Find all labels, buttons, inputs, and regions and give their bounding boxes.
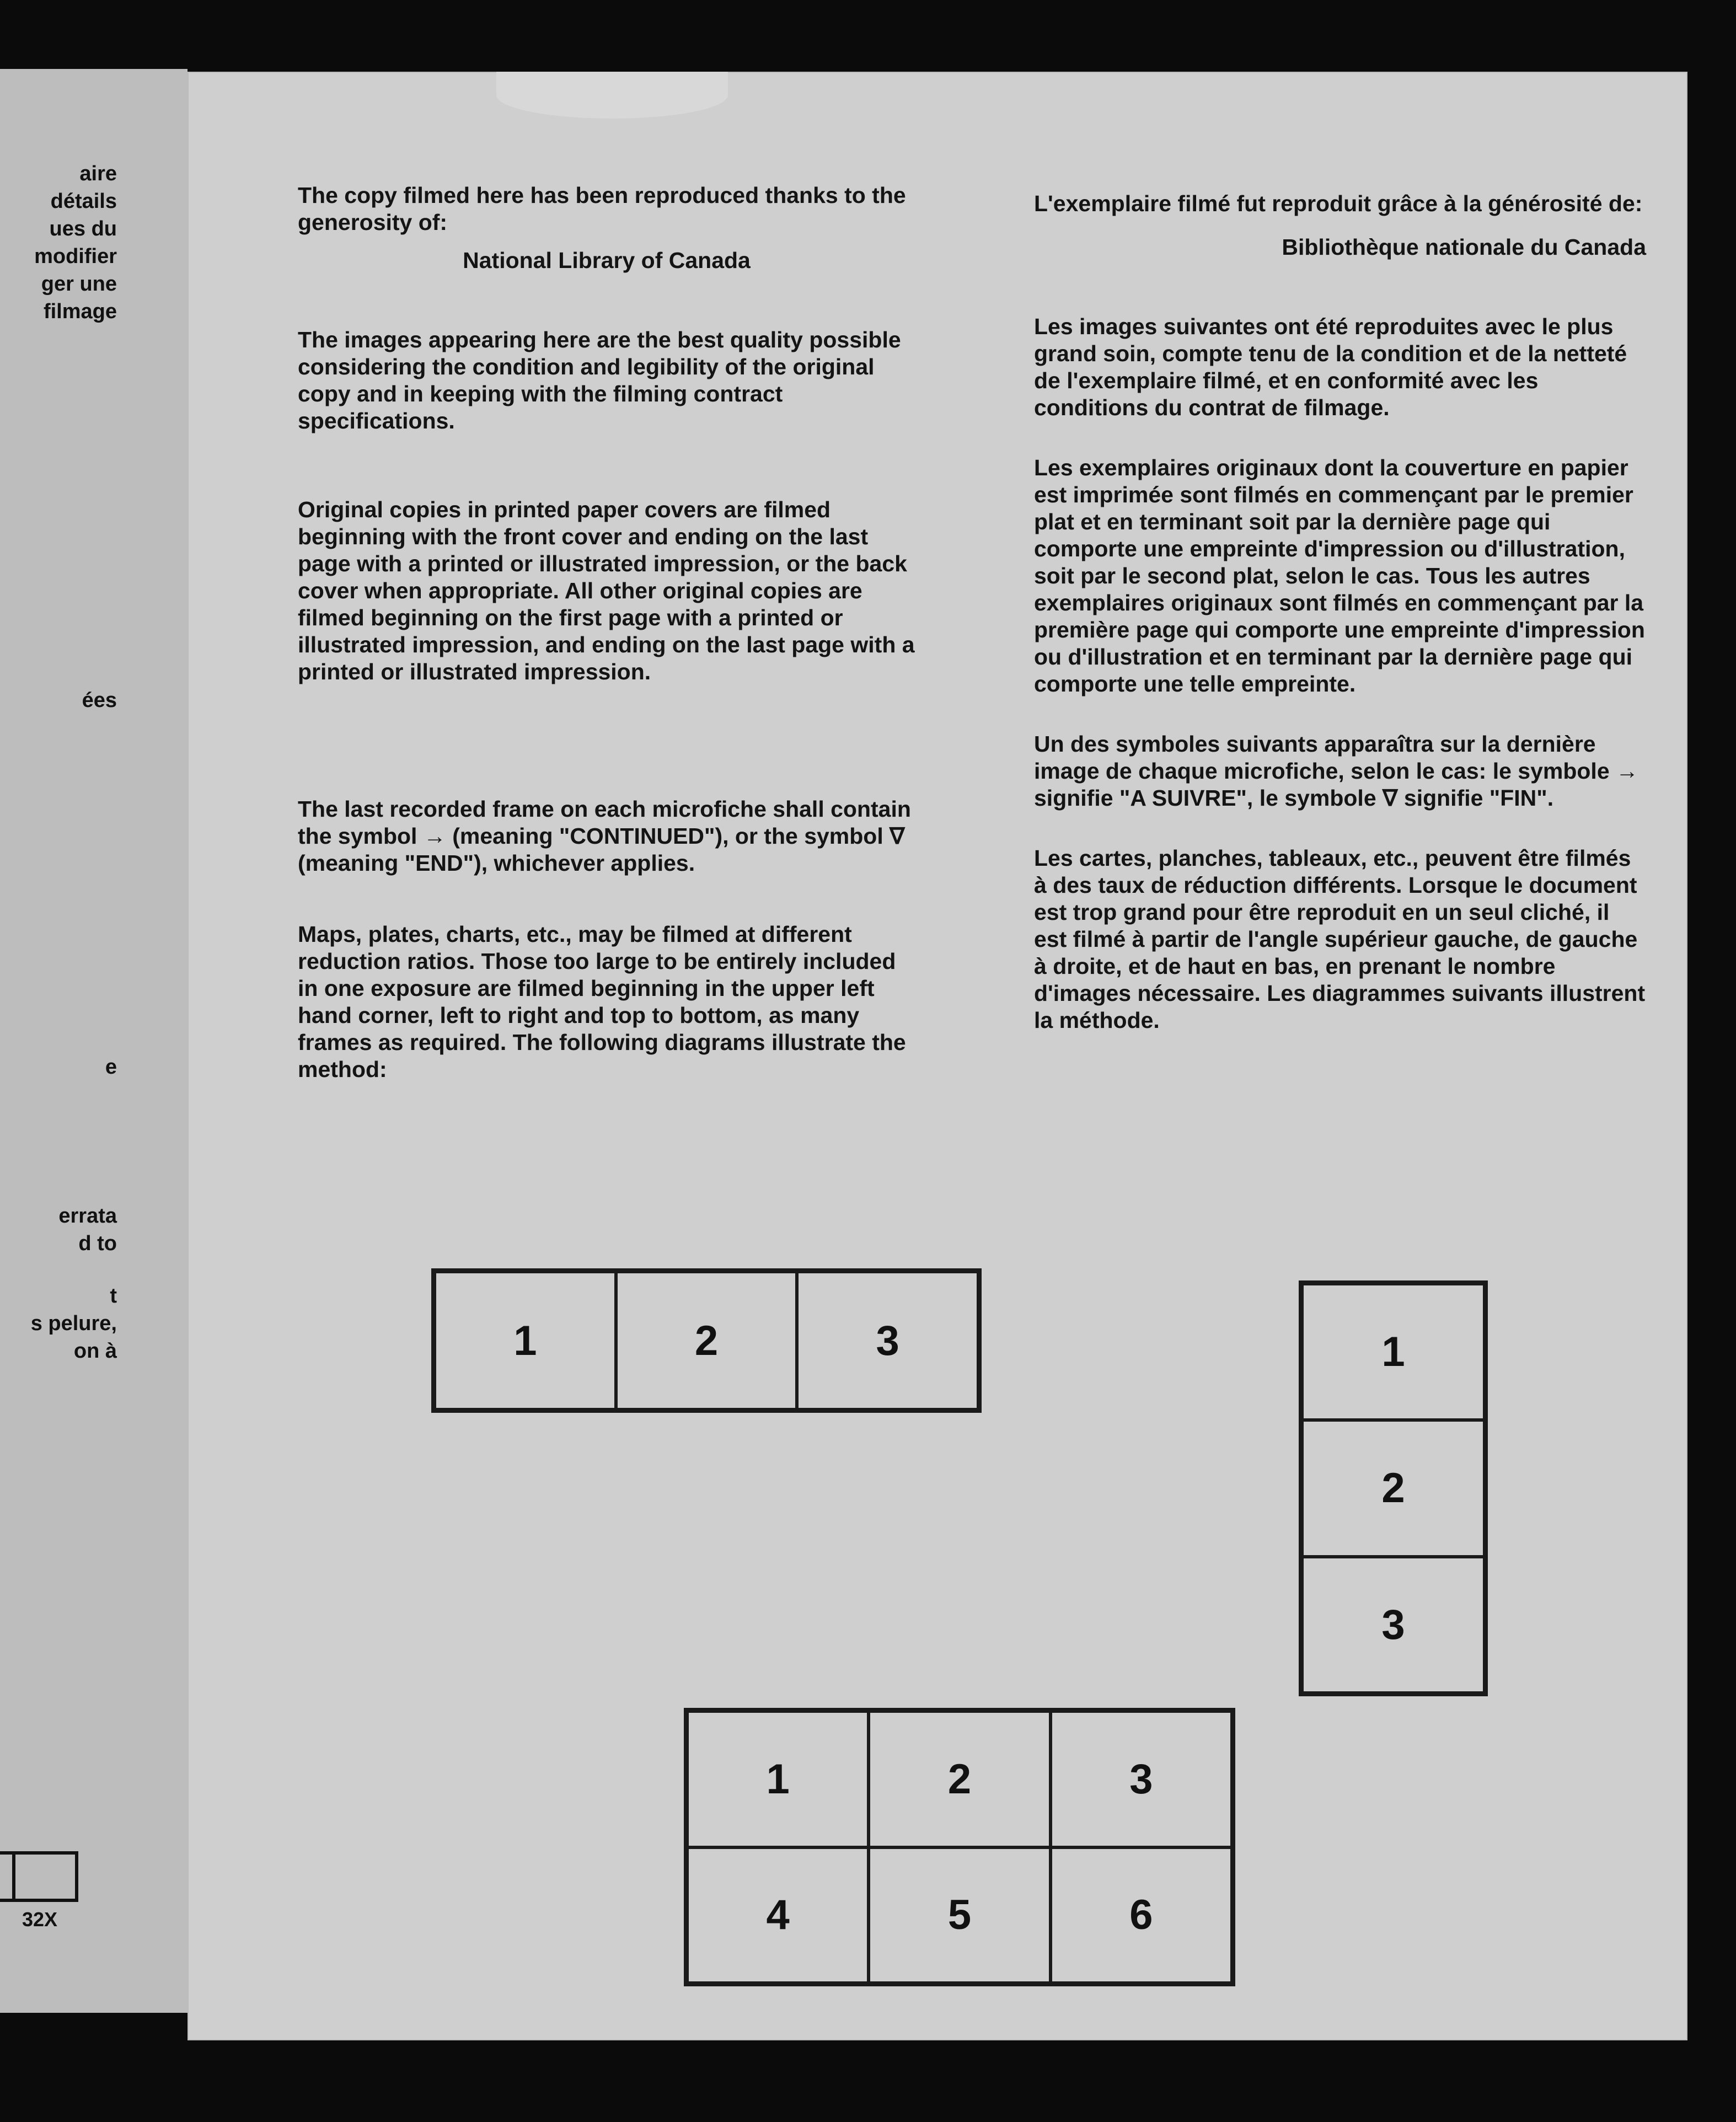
- left-page-fragment: ées: [82, 689, 117, 712]
- french-covers: Les exemplaires originaux dont la couverture en papier est imprimée sont filmés en commençant par le premier plat et en terminant soit par la dernière page qui comporte une empreinte d'impression ou d'illustration, soit par le second plat, selon le cas. Tous les autres exemplaires originaux sont filmés en commençant par la première page qui comporte une empreinte d'impression ou d'illustration et en terminant par la dernière page qui comporte une telle empreinte.: [1034, 455, 1645, 696]
- english-symbols-c: (meaning "END"), whichever applies.: [298, 850, 695, 876]
- french-column: [1034, 190, 1646, 1034]
- french-maps: Les cartes, planches, tableaux, etc., peuvent être filmés à des taux de réduction différents. Lorsque le document est trop grand pour être reproduit en un seul cliché, il est filmé à partir de l'angle supérieur gauche, de gauche à droite, et de haut en bas, en prenant le nombre d'images nécessaire. Les diagrammes suivants illustrent la méthode.: [1034, 845, 1646, 1033]
- frame-cell: 3: [797, 1272, 978, 1410]
- french-symbols-a: Un des symboles suivants apparaîtra sur la dernière image de chaque microfiche, selon le cas: le symbole: [1034, 731, 1610, 784]
- left-page-fragment: e: [105, 1055, 117, 1079]
- left-page-fragment: on à: [73, 1339, 117, 1363]
- french-symbols-c: signifie "FIN".: [1403, 785, 1554, 811]
- french-institution: Bibliothèque nationale du Canada: [1282, 234, 1646, 260]
- diagram-horizontal: [431, 1268, 982, 1413]
- frame-cell: 2: [869, 1711, 1050, 1847]
- left-page-fragment: s pelure,: [30, 1312, 117, 1335]
- left-page-fragment: t: [110, 1284, 117, 1308]
- continued-arrow-icon: →: [423, 823, 446, 849]
- scale-divider: [12, 1855, 15, 1899]
- notice-page: [187, 72, 1687, 2040]
- english-maps: Maps, plates, charts, etc., may be filmed at different reduction ratios. Those too large to be entirely included in one exposure are filmed beginning in the upper left hand corner, left to right and top to bottom, as many frames as required. The following diagrams illustrate the method:: [298, 921, 906, 1082]
- frame-cell: 1: [687, 1711, 869, 1847]
- adjacent-page: [0, 69, 187, 2013]
- scale-label: 32X: [22, 1908, 58, 1931]
- frame-cell: 2: [1302, 1420, 1485, 1556]
- left-page-fragment: filmage: [43, 300, 117, 323]
- reduction-scale-box: [0, 1851, 78, 1902]
- frame-cell: 4: [687, 1847, 869, 1984]
- english-intro: The copy filmed here has been reproduced thanks to the generosity of:: [298, 183, 906, 235]
- end-triangle-icon: ∇: [890, 823, 905, 849]
- diagram-vertical: [1299, 1280, 1488, 1696]
- english-column: [298, 182, 915, 1083]
- left-page-fragment: errata: [58, 1204, 117, 1228]
- english-symbols-a: The last recorded frame on each microfiche shall contain the symbol: [298, 796, 911, 849]
- frame-cell: 6: [1051, 1847, 1232, 1984]
- frame-cell: 5: [869, 1847, 1050, 1984]
- french-symbols: [1034, 731, 1646, 812]
- french-quality: Les images suivantes ont été reproduites avec le plus grand soin, compte tenu de la condition et de la netteté de l'exemplaire filmé, et en conformité avec les conditions du contrat de filmage.: [1034, 314, 1627, 420]
- frame-cell: 1: [1302, 1284, 1485, 1420]
- french-intro: L'exemplaire filmé fut reproduit grâce à la générosité de:: [1034, 191, 1643, 216]
- left-page-fragment: aire: [79, 162, 117, 185]
- end-triangle-icon: ∇: [1383, 785, 1398, 811]
- frame-cell: 3: [1051, 1711, 1232, 1847]
- left-page-fragment: d to: [78, 1232, 117, 1255]
- frame-cell: 2: [616, 1272, 797, 1410]
- continued-arrow-icon: →: [1616, 758, 1639, 784]
- left-page-fragment: ues du: [49, 217, 117, 240]
- english-institution: National Library of Canada: [463, 248, 751, 273]
- french-symbols-b: signifie "A SUIVRE", le symbole: [1034, 785, 1376, 811]
- english-symbols-b: (meaning "CONTINUED"), or the symbol: [452, 823, 883, 849]
- diagram-grid: [684, 1708, 1235, 1986]
- english-quality: The images appearing here are the best quality possible considering the condition and legibility of the original copy and in keeping with the filming contract specifications.: [298, 327, 901, 433]
- english-covers: Original copies in printed paper covers are filmed beginning with the front cover and ending on the last page with a printed or illustrated impression, or the back cover when appropriate. All other original copies are filmed beginning on the first page with a printed or illustrated impression, and ending on the last page with a printed or illustrated impression.: [298, 497, 915, 684]
- page-blemish: [496, 72, 728, 119]
- frame-cell: 1: [435, 1272, 616, 1410]
- frame-cell: 3: [1302, 1557, 1485, 1693]
- english-symbols: [298, 796, 915, 877]
- left-page-fragment: ger une: [41, 272, 117, 296]
- left-page-fragment: modifier: [34, 245, 117, 268]
- left-page-fragment: détails: [50, 190, 117, 213]
